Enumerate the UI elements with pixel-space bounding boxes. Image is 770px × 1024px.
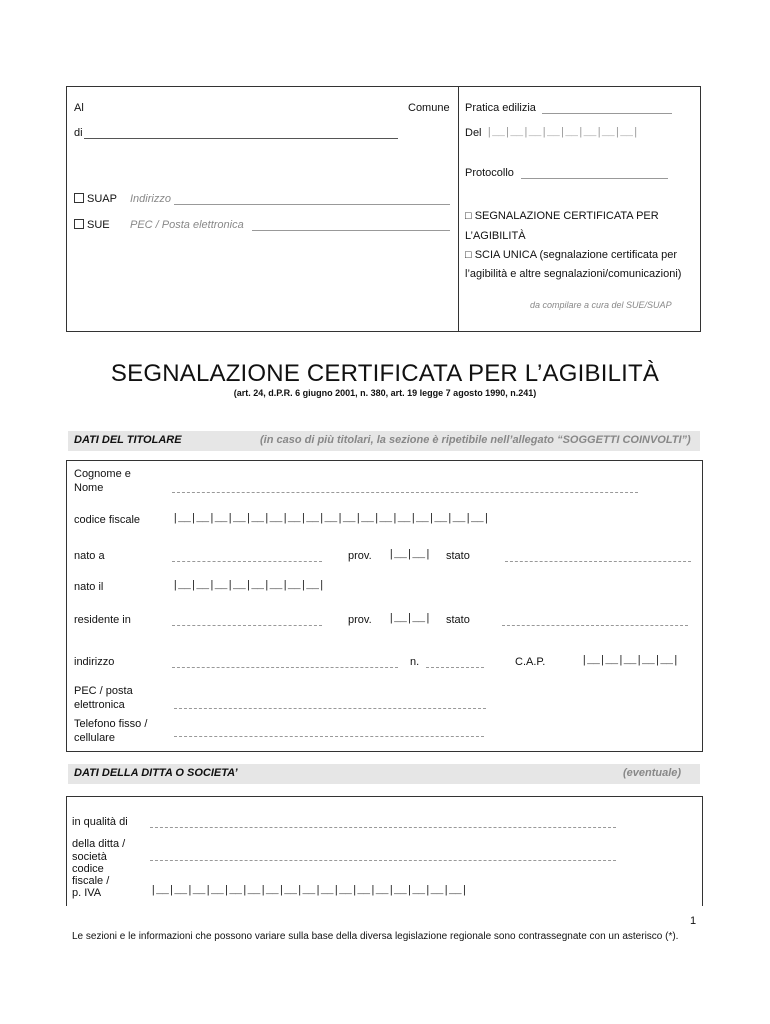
suap-checkbox[interactable] xyxy=(74,193,84,203)
titolare-section-header xyxy=(68,431,700,451)
al-label: Al xyxy=(74,102,84,114)
protocollo-label: Protocollo xyxy=(465,167,514,179)
header-box-right xyxy=(458,86,701,332)
cognome-label-1: Cognome e xyxy=(74,468,131,480)
sue-checkbox[interactable] xyxy=(74,219,84,229)
stato-field[interactable] xyxy=(505,561,691,562)
di-label: di xyxy=(74,127,83,139)
sue-pec-placeholder: PEC / Posta elettronica xyxy=(130,219,244,231)
sue-label: SUE xyxy=(87,219,110,231)
suap-address-placeholder: Indirizzo xyxy=(130,193,171,205)
sue-option[interactable] xyxy=(74,219,110,231)
residente-field[interactable] xyxy=(172,625,322,626)
pec-field[interactable] xyxy=(174,708,486,709)
di-field[interactable] xyxy=(84,138,398,139)
tel-label-2: cellulare xyxy=(74,732,115,744)
header-box-left xyxy=(66,86,459,332)
suap-label: SUAP xyxy=(87,193,117,205)
pratica-label: Pratica edilizia xyxy=(465,102,536,114)
nato-il-field[interactable]: |__|__|__|__|__|__|__|__| xyxy=(172,580,325,592)
suap-option[interactable] xyxy=(74,193,117,205)
option-scia-line1[interactable]: □ SCIA UNICA (segnalazione certificata per xyxy=(465,249,678,261)
cap-label: C.A.P. xyxy=(515,656,546,668)
ditta-label-1: della ditta / xyxy=(72,838,126,850)
sue-pec-field[interactable] xyxy=(252,230,450,231)
titolare-section-title: DATI DEL TITOLARE xyxy=(74,434,182,446)
nato-il-label: nato il xyxy=(74,581,104,593)
pec-label-2: elettronica xyxy=(74,699,125,711)
pec-label-1: PEC / posta xyxy=(74,685,133,697)
stato2-field[interactable] xyxy=(502,625,688,626)
stato-label: stato xyxy=(446,550,470,562)
option-agibilita-line1[interactable]: □ SEGNALAZIONE CERTIFICATA PER xyxy=(465,210,659,222)
cap-field[interactable]: |__|__|__|__|__| xyxy=(581,655,679,667)
cognome-field[interactable] xyxy=(172,492,638,493)
ditta-field[interactable] xyxy=(150,860,616,861)
indirizzo-label: indirizzo xyxy=(74,656,115,668)
option-agibilita-line2: L’AGIBILITÀ xyxy=(465,230,526,242)
prov2-field[interactable]: |__|__| xyxy=(388,613,431,625)
footer-note: Le sezioni e le informazioni che possono variare sulla base della diversa legislazione regionale sono contrassegnate con un asterisco (*). xyxy=(72,931,679,942)
del-date-field[interactable]: |__|__|__|__|__|__|__|__| xyxy=(486,127,639,139)
protocollo-field[interactable] xyxy=(521,178,668,179)
indirizzo-field[interactable] xyxy=(172,667,398,668)
page-subtitle: (art. 24, d.P.R. 6 giugno 2001, n. 380, art. 19 legge 7 agosto 1990, n.241) xyxy=(233,388,537,398)
residente-label: residente in xyxy=(74,614,131,626)
cognome-label-2: Nome xyxy=(74,482,104,494)
nato-a-label: nato a xyxy=(74,550,105,562)
prov-field[interactable]: |__|__| xyxy=(388,549,431,561)
ditta-cf-label-2: fiscale / xyxy=(72,875,110,887)
qualita-field[interactable] xyxy=(150,827,616,828)
comune-label: Comune xyxy=(408,102,450,114)
titolare-section-note: (in caso di più titolari, la sezione è ripetibile nell’allegato “SOGGETTI COINVOLTI”) xyxy=(260,434,691,446)
cf-field[interactable]: |__|__|__|__|__|__|__|__|__|__|__|__|__|__|__|__|__| xyxy=(172,513,490,525)
pratica-field[interactable] xyxy=(542,113,672,114)
ditta-cf-label-1: codice xyxy=(72,863,104,875)
n-field[interactable] xyxy=(426,667,484,668)
prov-label: prov. xyxy=(348,550,372,562)
del-label: Del xyxy=(465,127,482,139)
page-title: SEGNALAZIONE CERTIFICATA PER L’AGIBILITÀ xyxy=(110,360,660,387)
cf-label: codice fiscale xyxy=(74,514,141,526)
tel-label-1: Telefono fisso / xyxy=(74,718,148,730)
ditta-section-header xyxy=(68,764,700,784)
compilare-note: da compilare a cura del SUE/SUAP xyxy=(530,300,672,310)
ditta-section-note: (eventuale) xyxy=(623,767,682,779)
n-label: n. xyxy=(410,656,420,668)
nato-a-field[interactable] xyxy=(172,561,322,562)
option-scia-line2: l’agibilità e altre segnalazioni/comunicazioni) xyxy=(465,268,682,280)
ditta-cf-label-3: p. IVA xyxy=(72,887,102,899)
page-number: 1 xyxy=(690,915,697,927)
stato2-label: stato xyxy=(446,614,470,626)
prov2-label: prov. xyxy=(348,614,372,626)
qualita-label: in qualità di xyxy=(72,816,128,828)
ditta-section-title: DATI DELLA DITTA O SOCIETA’ xyxy=(74,767,238,779)
suap-address-field[interactable] xyxy=(174,204,450,205)
ditta-label-2: società xyxy=(72,851,107,863)
ditta-cf-field[interactable]: |__|__|__|__|__|__|__|__|__|__|__|__|__|__|__|__|__| xyxy=(150,885,468,897)
tel-field[interactable] xyxy=(174,736,484,737)
